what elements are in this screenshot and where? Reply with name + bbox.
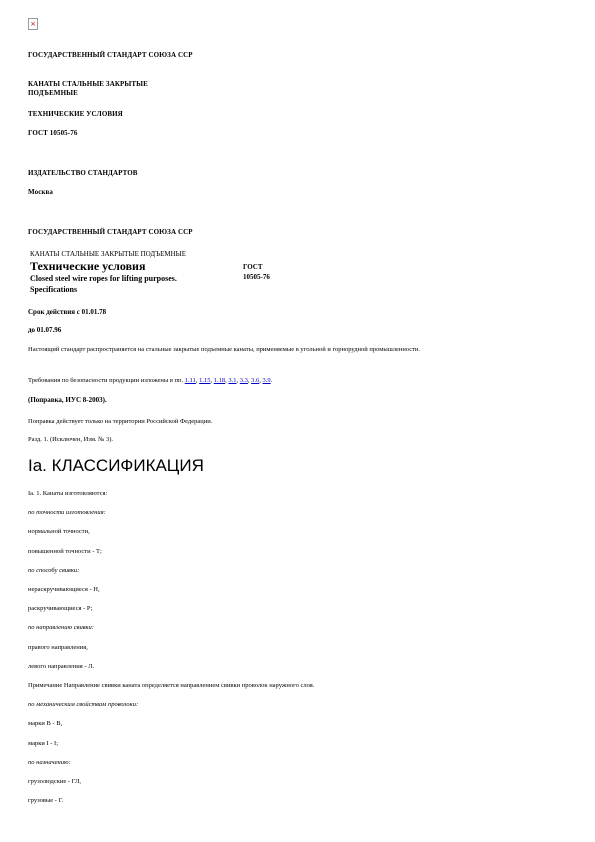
classification-item: по направлению свивки: [28, 624, 94, 632]
classification-item: по механическим свойствам проволоки: [28, 701, 139, 709]
title-line-1: КАНАТЫ СТАЛЬНЫЕ ЗАКРЫТЫЕ [28, 80, 148, 88]
link-3-9[interactable]: 3.9 [262, 377, 271, 384]
classification-item: раскручивающиеся - Р; [28, 605, 93, 613]
gost-number: ГОСТ 10505-76 [28, 129, 78, 137]
standard-org-heading: ГОСУДАРСТВЕННЫЙ СТАНДАРТ СОЮЗА ССР [28, 228, 193, 236]
classification-item: Примечание Направление свивки каната определяется направлением свивки проволок наружного слоя. [28, 682, 315, 689]
standard-en-title-line-1: Closed steel wire ropes for lifting purposes. [30, 274, 177, 283]
classification-item: нормальной точности, [28, 528, 90, 536]
standard-ru-subtitle: Технические условия [30, 259, 146, 273]
subtitle: ТЕХНИЧЕСКИЕ УСЛОВИЯ [28, 110, 123, 118]
standard-gost-label: ГОСТ [243, 263, 263, 271]
safety-prefix: Требования по безопасности продукции изложены в пп. [28, 377, 184, 384]
safety-paragraph: Требования по безопасности продукции изложены в пп. 1.11, 1.15, 1.18, 3.1, 3.3, 3.6, 3.9. [28, 377, 273, 384]
city: Москва [28, 188, 54, 196]
standard-ru-title: КАНАТЫ СТАЛЬНЫЕ ЗАКРЫТЫЕ ПОДЪЕМНЫЕ [30, 250, 187, 258]
broken-image-icon: × [28, 18, 38, 30]
link-3-1[interactable]: 3.1 [228, 377, 237, 384]
title-line-2: ПОДЪЕМНЫЕ [28, 89, 78, 97]
standard-en-title-line-2: Specifications [30, 285, 78, 294]
publisher: ИЗДАТЕЛЬСТВО СТАНДАРТОВ [28, 169, 138, 177]
safety-suffix: . [270, 377, 273, 384]
validity-to: до 01.07.96 [28, 326, 62, 334]
classification-item: марки В - В, [28, 720, 63, 728]
standard-gost-number: 10505-76 [243, 273, 270, 281]
validity-from: Срок действия с 01.01.78 [28, 308, 107, 316]
classification-item: грузолюдские - ГЛ, [28, 778, 81, 785]
classification-item: Iа. 1. Канаты изготовляются: [28, 490, 108, 497]
classification-item: по способу свивки: [28, 566, 80, 574]
org-heading: ГОСУДАРСТВЕННЫЙ СТАНДАРТ СОЮЗА ССР [28, 51, 193, 59]
link-3-3[interactable]: 3.3 [239, 377, 248, 384]
link-1-18[interactable]: 1.18 [213, 377, 226, 384]
classification-item: нераскручивающиеся - Н, [28, 586, 100, 593]
section-heading: Iа. КЛАССИФИКАЦИЯ [28, 456, 204, 475]
classification-item: повышенной точности - Т; [28, 547, 102, 555]
link-1-15[interactable]: 1.15 [199, 377, 211, 384]
link-3-6[interactable]: 3.6 [251, 377, 260, 384]
classification-item: марки I - I; [28, 739, 59, 747]
classification-item: по точности изготовления: [28, 509, 106, 517]
classification-item: левого направления - Л. [28, 662, 95, 670]
section-removed-note: Разд. 1. (Исключен, Изм. № 3). [28, 436, 114, 443]
classification-item: по назначению: [28, 758, 71, 766]
amendment-note: (Поправка, ИУС 8-2003). [28, 396, 107, 404]
classification-item: грузовые - Г. [28, 797, 64, 805]
scope-paragraph: Настоящий стандарт распространяется на стальные закрытые подъемные канаты, применяемые в угольной и горнорудной промышленности. [28, 346, 421, 353]
link-1-11[interactable]: 1.11 [184, 377, 196, 384]
territory-note: Поправка действует только на территории Российской Федерации. [28, 418, 213, 425]
classification-item: правого направления, [28, 643, 88, 651]
